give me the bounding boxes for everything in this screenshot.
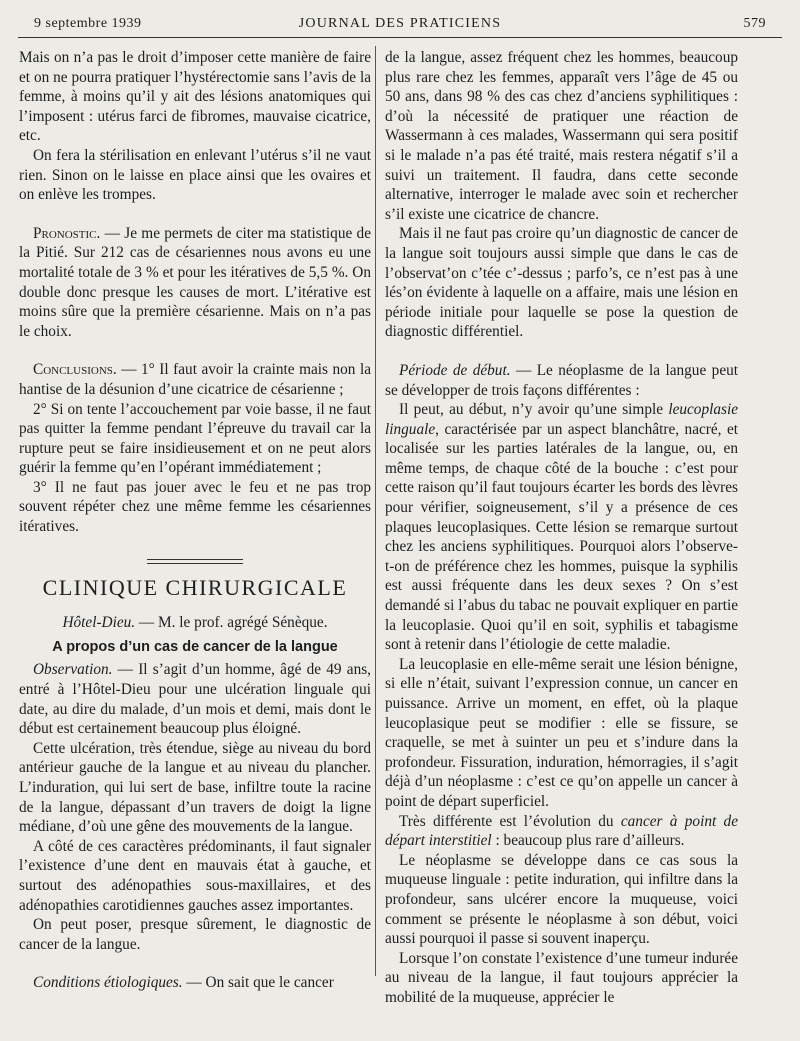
paragraph: A côté de ces caractères prédominants, il faut signaler l’existence d’une dent en mauvais état à gauche, et surtout des adénopathies sous-maxillaires, et des adénopathies carotidiennes gauches assez importantes.	[19, 837, 371, 914]
emphasis-run: leucoplasie linguale	[385, 401, 738, 438]
debut-text: — Le néoplasme de la langue peut se développer de trois façons différentes :	[385, 361, 739, 399]
paragraph: On fera la stérilisation en enlevant l’utérus s’il ne vaut rien. Sinon on le laisse en place ainsi que les ovaires et on enlève les trompes.	[19, 146, 371, 204]
debut-label: Période de début.	[399, 361, 511, 379]
observation-paragraph	[19, 660, 371, 738]
conclusions-paragraph	[19, 360, 371, 399]
paragraph: de la langue, assez fréquent chez les hommes, beaucoup plus rare chez les femmes, apparaît vers l’âge de 45 ou 50 ans, dans 98 % des cas chez d’anciens syphilitiques : d’où la nécessité de pratiquer une réaction de Wassermann à ces malades, Wassermann qui sera positif si le malade n’a pas été traité, mais restera négatif s’il a suivi un traitement. Il faudra, dans cette seconde alternative, interroger le malade avec soin et rechercher s’il existe une cicatrice de chancre.	[385, 49, 738, 223]
section-title: CLINIQUE CHIRURGICALE	[42, 574, 348, 600]
journal-title: JOURNAL DES PRATICIENS	[298, 16, 502, 31]
hospital-label: Hôtel-Dieu.	[62, 614, 136, 632]
observation-text: — Il s’agit d’un homme, âgé de 49 ans, entré à l’Hôtel-Dieu pour une ulcération linguale qui date, au dire du malade, d’un mois et demi, mais dont le début est certainement beaucoup plus éloigné.	[19, 661, 371, 738]
right-column	[385, 48, 738, 1041]
paragraph: Lorsque l’on constate l’existence d’une tumeur indurée au niveau de la langue, il faut toujours apprécier la mobilité de la muqueuse, apprécier le	[385, 949, 738, 1006]
left-column	[19, 48, 371, 1041]
paragraph: La leucoplasie en elle-même serait une lésion bénigne, si elle n’était, suivant l’expression connue, un cancer en puissance. Arrive un moment, en effet, où la plaque leucoplasique peut se modifier : elle se fissure, se craquelle, se met à suinter un peu et s’indure dans la profondeur. Fissuration, induration, hémorragies, il s’agit déjà d’un néoplasme : c’est ce qu’on appelle un cancer à point de départ superficiel.	[385, 655, 738, 810]
paragraph: Mais on n’a pas le droit d’imposer cette manière de faire et on ne pourra pratiquer l’hystérectomie sans l’avis de la femme, à moins qu’il y ait des lésions anatomiques qui l’imposent : utérus farci de fibromes, mauvaise cicatrice, etc.	[19, 49, 371, 145]
paragraph: On peut poser, presque sûrement, le diagnostic de cancer de la langue.	[19, 916, 371, 953]
text-run: Il peut, au début, n’y avoir qu’une simple	[399, 401, 669, 419]
conclusion-item: 2° Si on tente l’accouchement par voie basse, il ne faut pas quitter la femme pendant l’épreuve du travail car la rupture peut se faire insidieusement et on ne peut alors guérir la femme qu’en l’opérant immédiatement ;	[19, 400, 371, 477]
text-run: : beaucoup plus rare d’ailleurs.	[491, 832, 685, 850]
conditions-paragraph	[19, 973, 371, 993]
leucoplasie-paragraph	[385, 400, 738, 655]
emphasis-run: cancer à point de départ interstitiel	[385, 812, 738, 850]
column-divider	[375, 46, 376, 976]
text-run: , caractérisée par un aspect blanchâtre, nacré, et localisée sur les parties latérales de la langue, ou, en même temps, de chaque côté de la bouche : c’est pour cette raison qu’il faut toujours écarter les bords des lèvres pour vérifier, soigneusement, s’il y a présence de ces plaques leucoplasiques. Cette lésion se remarque surtout chez les anciens syphilitiques. Pourquoi alors l’observe-t-on de préférence chez les hommes, puisque la syphilis est aussi fréquente dans les deux sexes ? On s’est demandé si l’abus du tabac ne pouvait expliquer en partie la leucoplasie. Quoi qu’il en soit, syphilis et tabagisme sont à retenir dans l’étiologie de cette maladie.	[385, 420, 738, 654]
hospital-line	[19, 613, 371, 633]
evolution-paragraph	[385, 812, 738, 851]
article-title: A propos d’un cas de cancer de la langue	[52, 638, 338, 655]
text-run: Très différente est l’évolution du	[399, 812, 621, 830]
conditions-label: Conditions étiologiques.	[33, 974, 183, 992]
conclusions-text: — 1° Il faut avoir la crainte mais non la hantise de la désunion d’une cicatrice de césarienne ;	[19, 361, 371, 398]
conclusion-item: 3° Il ne faut pas jouer avec le feu et ne pas trop souvent répéter chez une même femme les césariennes itératives.	[19, 478, 371, 536]
paragraph: Le néoplasme se développe dans ce cas sous la muqueuse linguale : petite induration, qui infiltre dans la profondeur, sans ulcérer encore la muqueuse, voici comment se présente le néoplasme à son début, voici aussi pourquoi il passe si souvent inaperçu.	[385, 851, 738, 948]
running-head	[34, 16, 766, 38]
header-rule	[18, 37, 782, 38]
observation-label: Observation.	[33, 661, 113, 679]
conclusions-label: Conclusions.	[33, 361, 117, 379]
debut-paragraph	[385, 361, 738, 400]
paragraph: Mais il ne faut pas croire qu’un diagnostic de cancer de la langue soit toujours aussi simple que dans le cas de l’observat’on c’tée c’-dessus ; parfo’s, ce n’est pas à une lés’on évidente à laquelle on a affaire, mais une lésion en période initiale pour laquelle se pose la question de diagnostic différentiel.	[385, 225, 738, 341]
paragraph: Cette ulcération, très étendue, siège au niveau du bord antérieur gauche de la langue et au niveau du plancher. L’induration, qui lui sert de base, infiltre toute la racine de la langue, dépassant d’un travers de doigt la ligne médiane, d’où une gêne des mouvements de la langue.	[19, 739, 371, 836]
section-divider	[147, 559, 243, 564]
hospital-text: — M. le prof. agrégé Sénèque.	[135, 614, 328, 632]
conditions-text: — On sait que le cancer	[182, 974, 334, 992]
prognostic-label: Pronostic.	[33, 224, 101, 242]
issue-date: 9 septembre 1939	[34, 16, 142, 31]
prognostic-paragraph	[19, 224, 371, 342]
page-number: 579	[743, 16, 766, 31]
prognostic-text: — Je me permets de citer ma statistique de la Pitié. Sur 212 cas de césariennes nous avons eu une mortalité totale de 3 % et pour les itératives de 5,5 %. On double donc presque les causes de mort. L’itérative est moins sûre que la première césarienne. Mais on n’a pas le choix.	[19, 224, 371, 340]
